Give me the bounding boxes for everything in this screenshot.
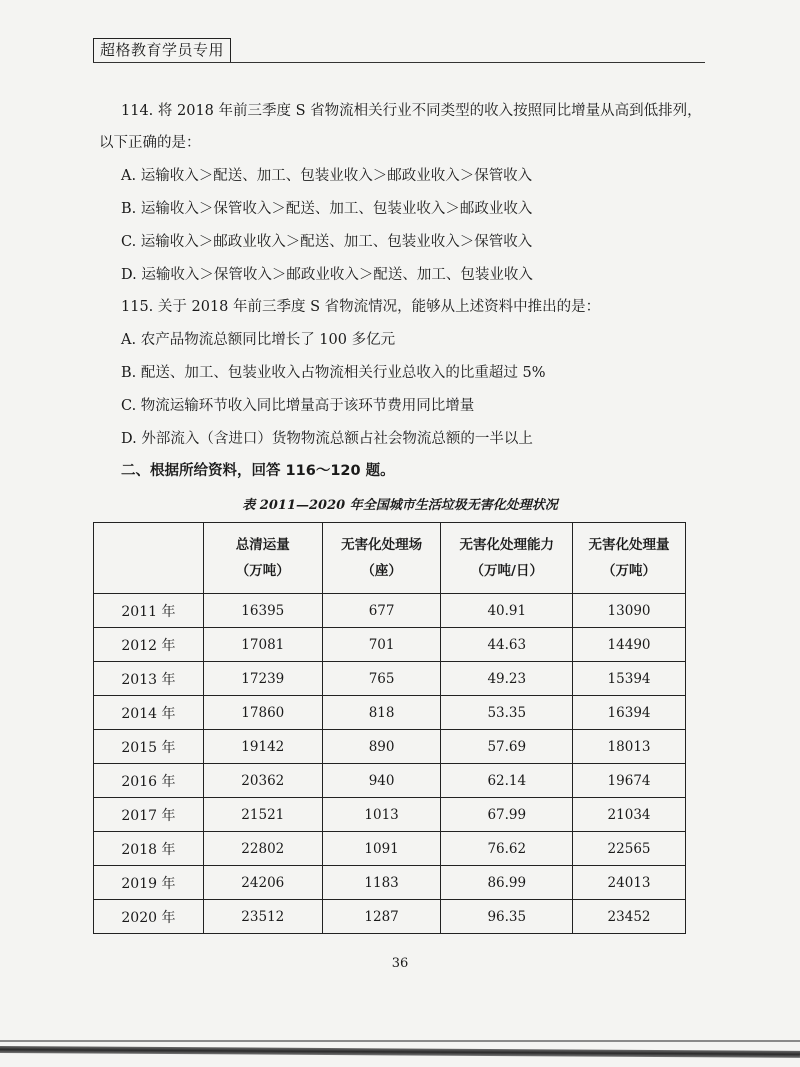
- table-cell-year: 2020 年: [94, 900, 204, 934]
- table-cell: 44.63: [441, 628, 573, 662]
- section-heading: 二、根据所给资料，回答 116～120 题。: [121, 463, 395, 479]
- table-row: [94, 628, 686, 662]
- table-cell: 18013: [573, 730, 686, 764]
- table-cell: 57.69: [441, 730, 573, 764]
- question-115-option-d: D. 外部流入（含进口）货物物流总额占社会物流总额的一半以上: [121, 431, 533, 447]
- table-header-row: [94, 523, 686, 594]
- table-cell: 13090: [573, 594, 686, 628]
- bottom-scan-line: [0, 1040, 800, 1042]
- table-cell: 86.99: [441, 866, 573, 900]
- table-header-plants: [322, 523, 441, 594]
- table-cell: 1091: [322, 832, 441, 866]
- table-caption: 表 2011—2020 年全国城市生活垃圾无害化处理状况: [242, 498, 558, 513]
- table-header-line1: 无害化处理能力: [459, 537, 555, 553]
- table-row: [94, 866, 686, 900]
- table-body: [94, 594, 686, 934]
- table-cell: 677: [322, 594, 441, 628]
- table-cell: 53.35: [441, 696, 573, 730]
- header-tag: 超格教育学员专用: [93, 38, 231, 63]
- table-cell: 1013: [322, 798, 441, 832]
- table-cell: 40.91: [441, 594, 573, 628]
- bottom-scan-band: [0, 1046, 800, 1058]
- table-cell: 22565: [573, 832, 686, 866]
- table-cell: 21034: [573, 798, 686, 832]
- table-cell: 1287: [322, 900, 441, 934]
- table-cell: 20362: [203, 764, 322, 798]
- table-row: [94, 764, 686, 798]
- table-header-line1: 无害化处理场: [341, 537, 423, 553]
- table-cell: 76.62: [441, 832, 573, 866]
- table-header-line2: （万吨/日）: [470, 563, 543, 579]
- table-cell: 21521: [203, 798, 322, 832]
- question-115-stem: 115. 关于 2018 年前三季度 S 省物流情况，能够从上述资料中推出的是：: [121, 299, 601, 315]
- table-header-total-volume: [203, 523, 322, 594]
- question-114-option-c: C. 运输收入＞邮政业收入＞配送、加工、包装业收入＞保管收入: [121, 234, 533, 250]
- table-cell: 19674: [573, 764, 686, 798]
- header-divider: [93, 62, 705, 63]
- question-115-option-a: A. 农产品物流总额同比增长了 100 多亿元: [121, 332, 396, 348]
- table-cell: 15394: [573, 662, 686, 696]
- table-row: [94, 832, 686, 866]
- table-header-line2: （万吨）: [602, 563, 657, 579]
- table-cell: 24013: [573, 866, 686, 900]
- table-cell: 1183: [322, 866, 441, 900]
- table-row: [94, 662, 686, 696]
- page-number: 36: [391, 956, 409, 971]
- table-cell-year: 2018 年: [94, 832, 204, 866]
- table-cell-year: 2017 年: [94, 798, 204, 832]
- table-cell: 62.14: [441, 764, 573, 798]
- table-cell: 17239: [203, 662, 322, 696]
- table-cell: 67.99: [441, 798, 573, 832]
- table-header-line2: （万吨）: [235, 563, 290, 579]
- table-cell-year: 2013 年: [94, 662, 204, 696]
- table-header-capacity: [441, 523, 573, 594]
- question-114-option-d: D. 运输收入＞保管收入＞邮政业收入＞配送、加工、包装业收入: [121, 267, 533, 283]
- table-cell: 14490: [573, 628, 686, 662]
- table-cell: 701: [322, 628, 441, 662]
- question-114-stem-line2: 以下正确的是：: [99, 135, 201, 151]
- table-cell-year: 2019 年: [94, 866, 204, 900]
- table-cell-year: 2012 年: [94, 628, 204, 662]
- question-115-option-b: B. 配送、加工、包装业收入占物流相关行业总收入的比重超过 5%: [121, 365, 546, 381]
- table-cell: 17860: [203, 696, 322, 730]
- question-114-option-a: A. 运输收入＞配送、加工、包装业收入＞邮政业收入＞保管收入: [121, 168, 533, 184]
- table-row: [94, 696, 686, 730]
- table-row: [94, 798, 686, 832]
- table-cell: 23452: [573, 900, 686, 934]
- table-cell: 16395: [203, 594, 322, 628]
- table-cell: 22802: [203, 832, 322, 866]
- data-table: [93, 522, 686, 934]
- table-header-line1: 无害化处理量: [588, 537, 670, 553]
- table-cell: 890: [322, 730, 441, 764]
- table-row: [94, 730, 686, 764]
- table-row: [94, 900, 686, 934]
- question-114-option-b: B. 运输收入＞保管收入＞配送、加工、包装业收入＞邮政业收入: [121, 201, 533, 217]
- table-header-line2: （座）: [361, 563, 402, 579]
- table-header-line1: 总清运量: [235, 537, 290, 553]
- table-cell-year: 2011 年: [94, 594, 204, 628]
- table-cell: 24206: [203, 866, 322, 900]
- table-cell-year: 2016 年: [94, 764, 204, 798]
- table-cell: 765: [322, 662, 441, 696]
- question-114-stem-line1: 114. 将 2018 年前三季度 S 省物流相关行业不同类型的收入按照同比增量从高到低排列，: [121, 103, 702, 119]
- question-115-option-c: C. 物流运输环节收入同比增量高于该环节费用同比增量: [121, 398, 475, 414]
- table-cell: 96.35: [441, 900, 573, 934]
- table-header-treated-volume: [573, 523, 686, 594]
- table-cell: 17081: [203, 628, 322, 662]
- table-cell: 818: [322, 696, 441, 730]
- table-cell: 49.23: [441, 662, 573, 696]
- table-cell-year: 2014 年: [94, 696, 204, 730]
- table-cell: 23512: [203, 900, 322, 934]
- table-cell: 940: [322, 764, 441, 798]
- table-cell: 16394: [573, 696, 686, 730]
- table-cell-year: 2015 年: [94, 730, 204, 764]
- table-header-year: [94, 523, 204, 594]
- table-cell: 19142: [203, 730, 322, 764]
- table-row: [94, 594, 686, 628]
